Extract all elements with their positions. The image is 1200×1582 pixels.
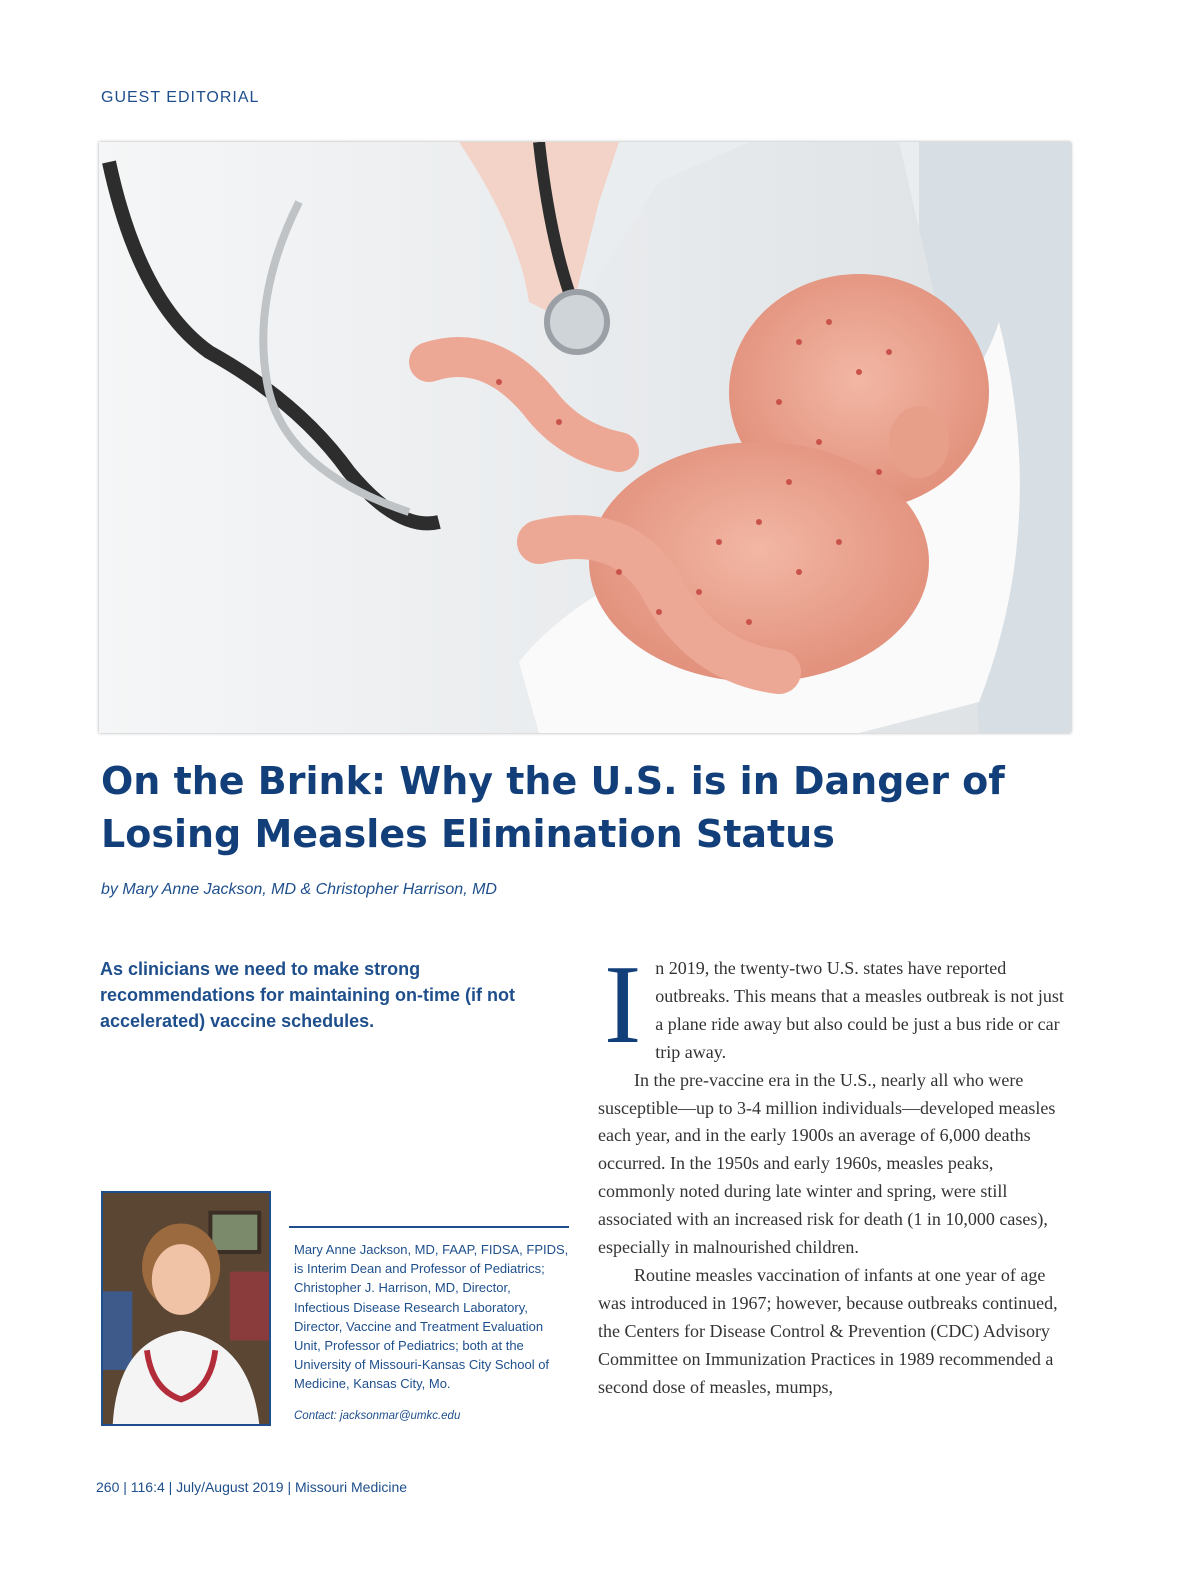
body-column bbox=[598, 943, 1070, 1402]
author-contact: Contact: jacksonmar@umkc.edu bbox=[294, 1410, 461, 1422]
hero-photo bbox=[99, 142, 1071, 733]
body-paragraph: Routine measles vaccination of infants at one year of age was introduced in 1967; however, because outbreaks continued, the Centers for Disease Control & Prevention (CDC) Advisory Committee on Immunization Practices in 1989 recommended a second dose of measles, mumps, bbox=[598, 1264, 1058, 1397]
body-paragraph: In the pre-vaccine era in the U.S., nearly all who were susceptible—up to 3-4 million individuals—developed measles each year, and in the early 1900s an average of 6,000 deaths occurred. In the 1950s and early 1960s, measles peaks, commonly noted during late winter and spring, were still associated with an increased risk for death (1 in 10,000 cases), especially in malnourished children. bbox=[598, 1069, 1056, 1258]
article-title: On the Brink: Why the U.S. is in Danger of Losing Measles Elimination Status bbox=[101, 759, 1005, 856]
pull-quote: As clinicians we need to make strong recommendations for maintaining on-time (if not accelerated) vaccine schedules. bbox=[100, 959, 516, 1031]
bio-divider bbox=[289, 1226, 569, 1228]
byline: by Mary Anne Jackson, MD & Christopher Harrison, MD bbox=[101, 881, 497, 898]
author-bio: Mary Anne Jackson, MD, FAAP, FIDSA, FPIDS, is Interim Dean and Professor of Pediatrics; Christopher J. Harrison, MD, Director, Infectious Disease Research Laboratory, Director, Vaccine and Treatment Evaluation Unit, Professor of Pediatrics; both at the University of Missouri-Kansas City School of Medicine, Kansas City, Mo. bbox=[294, 1242, 569, 1392]
author-portrait-photo-icon bbox=[103, 1193, 269, 1424]
drop-cap: I bbox=[604, 943, 642, 1067]
body-paragraph: n 2019, the twenty-two U.S. states have reported outbreaks. This means that a measles outbreak is not just a plane ride away but also could be just a bus ride or car trip away. bbox=[655, 958, 1064, 1062]
section-label: GUEST EDITORIAL bbox=[101, 89, 260, 106]
page-footer: 260 | 116:4 | July/August 2019 | Missouri Medicine bbox=[96, 1479, 408, 1495]
author-photo bbox=[101, 1191, 271, 1426]
clinician-holding-infant-with-rash-photo-icon bbox=[99, 142, 1071, 733]
